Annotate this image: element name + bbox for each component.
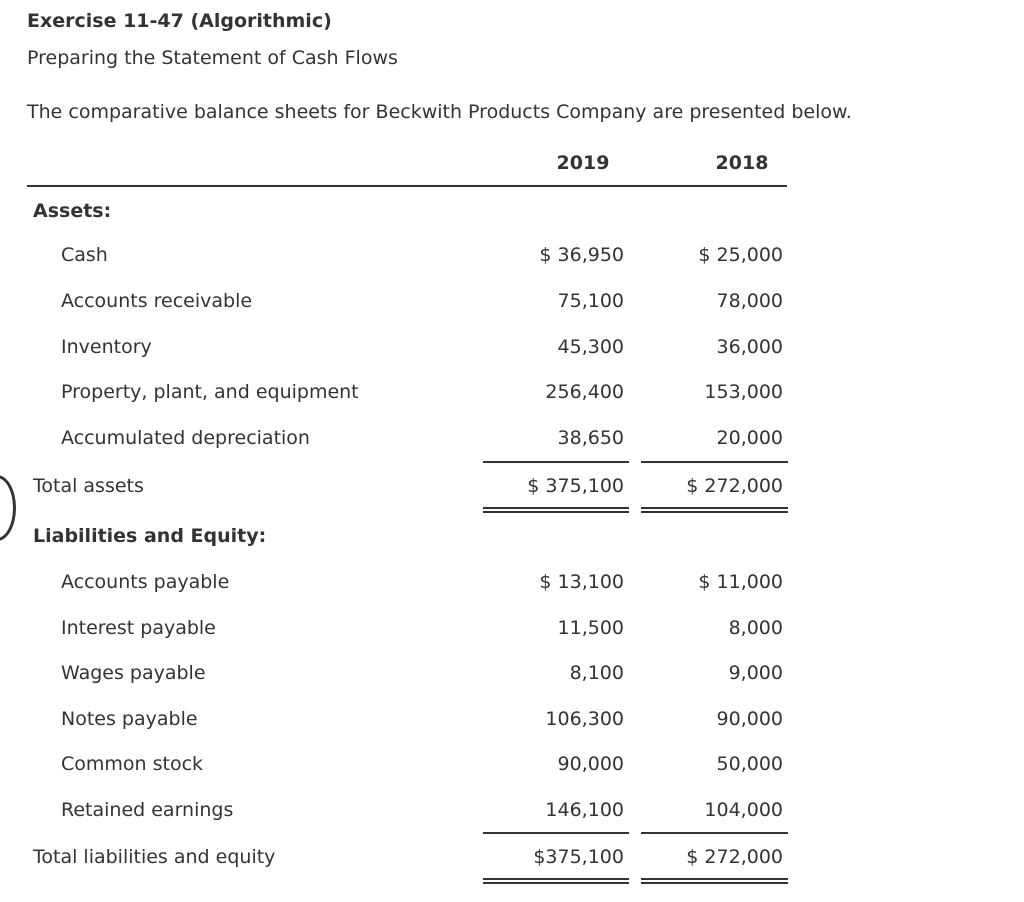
total-liabilities-equity-2019: $375,100 [533, 846, 624, 868]
interest-payable-2019: 11,500 [557, 617, 624, 639]
row-label-inventory: Inventory [61, 336, 152, 358]
subtotal-rule-2018 [641, 832, 788, 834]
accounts-payable-2018: $ 11,000 [698, 571, 783, 593]
accounts-receivable-2019: 75,100 [557, 290, 624, 312]
row-label-interest-payable: Interest payable [61, 617, 216, 639]
notes-payable-2018: 90,000 [716, 708, 783, 730]
total-assets-2018: $ 272,000 [686, 475, 783, 497]
column-header-2019: 2019 [556, 152, 610, 174]
row-label-ppe: Property, plant, and equipment [61, 381, 359, 403]
cash-2019: $ 36,950 [539, 244, 624, 266]
header-rule [27, 185, 787, 187]
row-label-common-stock: Common stock [61, 753, 204, 775]
interest-payable-2018: 8,000 [728, 617, 783, 639]
total-assets-2019: $ 375,100 [527, 475, 624, 497]
total-liabilities-equity-label: Total liabilities and equity [33, 846, 276, 868]
inventory-2019: 45,300 [557, 336, 624, 358]
row-label-accounts-receivable: Accounts receivable [61, 290, 253, 312]
row-label-accounts-payable: Accounts payable [61, 571, 230, 593]
liabilities-heading: Liabilities and Equity: [33, 525, 267, 547]
inventory-2018: 36,000 [716, 336, 783, 358]
ppe-2019: 256,400 [545, 381, 624, 403]
retained-earnings-2018: 104,000 [704, 799, 783, 821]
ppe-2018: 153,000 [704, 381, 783, 403]
total-assets-label: Total assets [33, 475, 144, 497]
subtotal-rule-2019 [483, 832, 629, 834]
row-label-cash: Cash [61, 244, 108, 266]
accounts-payable-2019: $ 13,100 [539, 571, 624, 593]
total-double-rule-2019 [483, 878, 629, 884]
accumulated-depreciation-2018: 20,000 [716, 427, 783, 449]
exercise-title: Exercise 11-47 (Algorithmic) [27, 10, 332, 32]
wages-payable-2018: 9,000 [728, 662, 783, 684]
assets-heading: Assets: [33, 200, 112, 222]
total-double-rule-2019 [483, 507, 629, 513]
row-label-notes-payable: Notes payable [61, 708, 198, 730]
cash-2018: $ 25,000 [698, 244, 783, 266]
exercise-subtitle: Preparing the Statement of Cash Flows [27, 47, 398, 69]
notes-payable-2019: 106,300 [545, 708, 624, 730]
subtotal-rule-2018 [641, 461, 788, 463]
total-double-rule-2018 [641, 507, 788, 513]
total-double-rule-2018 [641, 878, 788, 884]
retained-earnings-2019: 146,100 [545, 799, 624, 821]
column-header-2018: 2018 [715, 152, 769, 174]
wages-payable-2019: 8,100 [569, 662, 624, 684]
accumulated-depreciation-2019: 38,650 [557, 427, 624, 449]
intro-text: The comparative balance sheets for Beckwith Products Company are presented below. [27, 101, 852, 123]
margin-arc-decoration [0, 475, 16, 541]
accounts-receivable-2018: 78,000 [716, 290, 783, 312]
common-stock-2018: 50,000 [716, 753, 783, 775]
common-stock-2019: 90,000 [557, 753, 624, 775]
total-liabilities-equity-2018: $ 272,000 [686, 846, 783, 868]
row-label-retained-earnings: Retained earnings [61, 799, 234, 821]
row-label-wages-payable: Wages payable [61, 662, 206, 684]
row-label-accumulated-depreciation: Accumulated depreciation [61, 427, 310, 449]
subtotal-rule-2019 [483, 461, 629, 463]
